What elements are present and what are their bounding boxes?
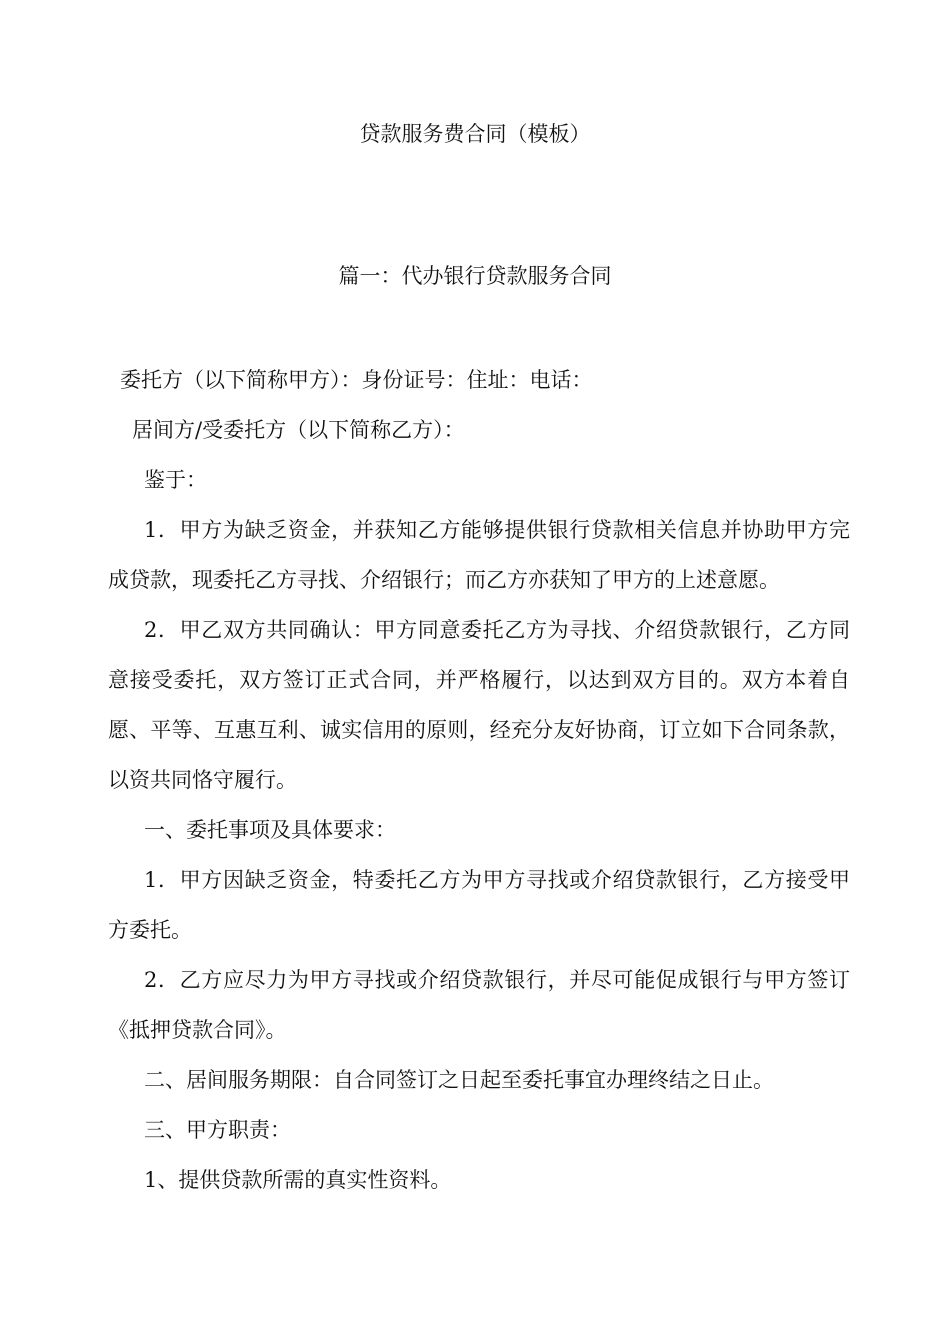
paragraph-client-info: 委托方（以下简称甲方）：身份证号：住址：电话： xyxy=(120,368,593,392)
paragraph-whereas: 鉴于： xyxy=(144,468,207,492)
paragraph-article-3-heading: 三、甲方职责： xyxy=(144,1118,291,1142)
paragraph-whereas-1: 1．甲方为缺乏资金，并获知乙方能够提供银行贷款相关信息并协助甲方完成贷款，现委托乙方寻找、介绍银行；而乙方亦获知了甲方的上述意愿。 xyxy=(108,518,850,592)
paragraph-agent-info: 居间方/受委托方（以下简称乙方）： xyxy=(132,418,465,442)
paragraph-article-1-item-2: 2．乙方应尽力为甲方寻找或介绍贷款银行，并尽可能促成银行与甲方签订《抵押贷款合同》。 xyxy=(108,968,850,1042)
paragraph-whereas-2: 2．甲乙双方共同确认：甲方同意委托乙方为寻找、介绍贷款银行，乙方同意接受委托，双方签订正式合同，并严格履行，以达到双方目的。双方本着自愿、平等、互惠互利、诚实信用的原则，经充分友好协商，订立如下合同条款，以资共同恪守履行。 xyxy=(108,618,850,792)
document-title: 贷款服务费合同（模板） xyxy=(359,122,591,146)
paragraph-article-3-item-1: 1、提供贷款所需的真实性资料。 xyxy=(144,1168,452,1192)
paragraph-article-2: 二、居间服务期限：自合同签订之日起至委托事宜办理终结之日止。 xyxy=(144,1068,774,1092)
document-body xyxy=(108,355,850,1205)
section-title: 篇一：代办银行贷款服务合同 xyxy=(338,264,612,288)
paragraph-article-1-heading: 一、委托事项及具体要求： xyxy=(144,818,396,842)
paragraph-article-1-item-1: 1．甲方因缺乏资金，特委托乙方为甲方寻找或介绍贷款银行，乙方接受甲方委托。 xyxy=(108,868,850,942)
